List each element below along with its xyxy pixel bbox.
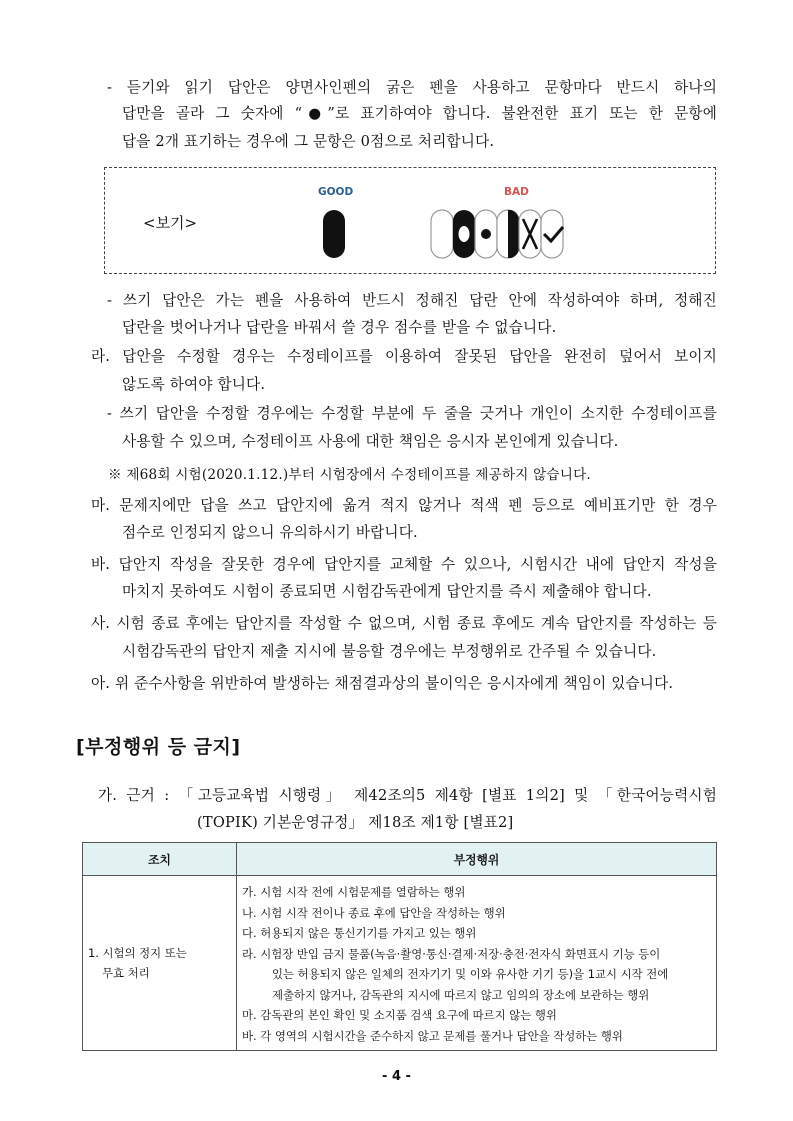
act-item-continued: 있는 허용되지 않은 일체의 전자기기 및 이와 유사한 기기 등)을 1교시 시작 전에 [272,967,669,981]
instruction-line: 점수로 인정되지 않으니 유의하시기 바랍니다. [122,524,418,541]
instruction-line: - 쓰기 답안은 가는 펜을 사용하여 반드시 정해진 답란 안에 작성하여야 하며, 정해진 [107,292,717,309]
header-acts: 부정행위 [237,843,717,876]
marking-example-box [104,167,716,274]
action-cell [83,876,237,1051]
acts-cell [237,876,717,1051]
header-action: 조치 [83,843,237,876]
act-item: 마. 감독관의 본인 확인 및 소지품 검색 요구에 따르지 않는 행위 [242,1008,557,1022]
bad-label: BAD [504,186,529,198]
table-header-row [83,843,717,876]
instruction-line: - 듣기와 읽기 답안은 양면사인펜의 굵은 펜을 사용하고 문항마다 반드시 하나의 [107,79,717,96]
example-label: <보기> [143,214,198,232]
action-text: 1. 시험의 정지 또는 [88,946,187,960]
page-number: - 4 - [382,1069,411,1084]
instruction-line: 마. 문제지에만 답을 쓰고 답안지에 옮겨 적지 않거나 적색 펜 등으로 예비표기만 한 경우 [91,497,717,514]
instruction-line: 마치지 못하여도 시험이 종료되면 시험감독관에게 답안지를 즉시 제출해야 합니다. [122,583,652,600]
section-title: [부정행위 등 금지] [76,736,241,758]
act-item: 가. 시험 시작 전에 시험문제를 열람하는 행위 [242,885,466,899]
empty-mark-icon [431,210,453,258]
action-text: 무효 처리 [102,966,150,980]
instruction-line: 답란을 벗어나거나 답란을 바꿔서 쓸 경우 점수를 받을 수 없습니다. [122,319,557,336]
good-mark-icon [323,210,345,258]
instruction-line: 않도록 하여야 합니다. [122,376,266,393]
instruction-line: 답을 2개 표기하는 경우에 그 문항은 0점으로 처리합니다. [122,133,495,150]
act-item: 라. 시험장 반입 금지 물품(녹음·촬영·통신·결제·저장·충전·전자식 화면표시 기능 등이 [242,946,661,961]
act-item-continued: 제출하지 않거나, 감독관의 지시에 따르지 않고 임의의 장소에 보관하는 행위 [272,987,650,1002]
table-row [83,876,717,1051]
instruction-line: 사. 시험 종료 후에는 답안지를 작성할 수 없으며, 시험 종료 후에도 계속 답안지를 작성하는 등 [91,615,717,632]
instruction-line: 사용할 수 있으며, 수정테이프 사용에 대한 책임은 응시자 본인에게 있습니다. [122,433,619,450]
instruction-line: 답만을 골라 그 숫자에 “●”로 표기하여야 합니다. 불완전한 표기 또는 한 문항에 [122,105,717,122]
act-item: 나. 시험 시작 전이나 종료 후에 답안을 작성하는 행위 [242,905,506,920]
basis-line: (TOPIK) 기본운영규정」 제18조 제1항 [별표2] [197,814,514,831]
misconduct-table [82,842,717,1051]
marking-examples-graphic [105,168,717,275]
good-label: GOOD [318,186,354,198]
note-line: ※ 제68회 시험(2020.1.12.)부터 시험장에서 수정테이프를 제공하지 않습니다. [108,467,591,483]
act-item: 바. 각 영역의 시험시간을 준수하지 않고 문제를 풀거나 답안을 작성하는 행위 [242,1028,623,1043]
act-item: 다. 허용되지 않은 통신기기를 가지고 있는 행위 [242,926,477,940]
instruction-line: 아. 위 준수사항을 위반하여 발생하는 채점결과상의 불이익은 응시자에게 책임이 있습니다. [91,675,674,692]
basis-line: 가. 근거 : 「고등교육법 시행령」 제42조의5 제4항 [별표 1의2] 및 「한국어능력시험 [98,787,717,804]
instruction-line: 시험감독관의 답안지 제출 지시에 불응할 경우에는 부정행위로 간주될 수 있습니다. [122,643,657,660]
instruction-line: 바. 답안지 작성을 잘못한 경우에 답안지를 교체할 수 있으나, 시험시간 내에 답안지 작성을 [91,556,717,573]
instruction-line: 라. 답안을 수정할 경우는 수정테이프를 이용하여 잘못된 답안을 완전히 덮어서 보이지 [91,348,717,365]
instruction-line: - 쓰기 답안을 수정할 경우에는 수정할 부분에 두 줄을 긋거나 개인이 소지한 수정테이프를 [107,405,717,422]
